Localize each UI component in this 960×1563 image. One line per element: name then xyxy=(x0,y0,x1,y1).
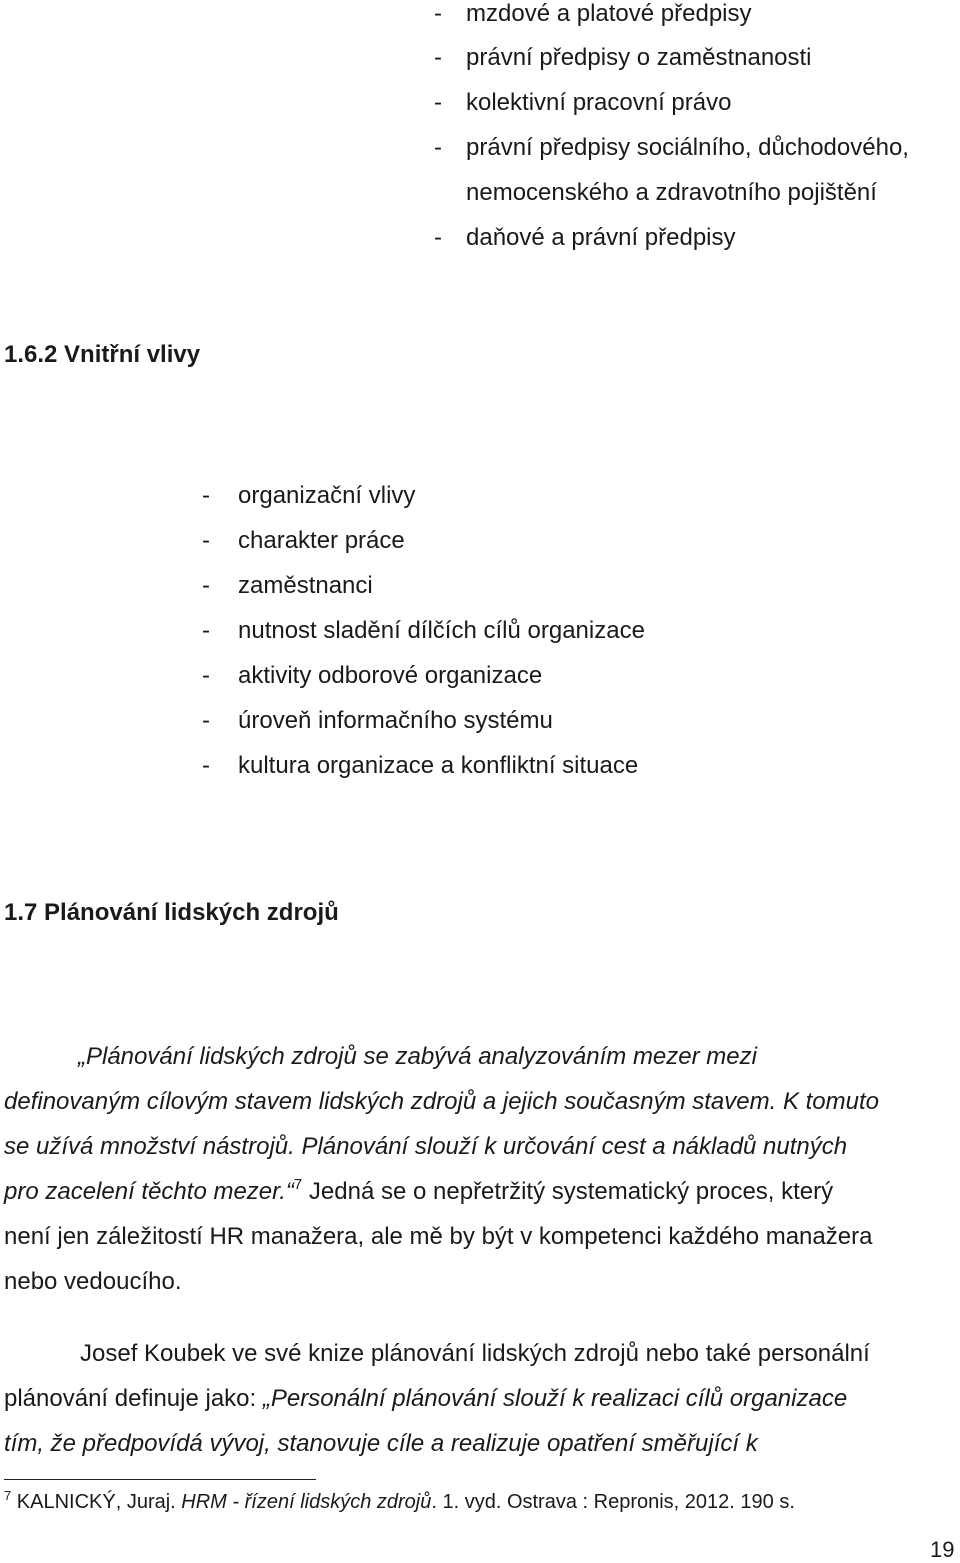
list-dash: - xyxy=(202,662,210,689)
footnote-reference: 7 xyxy=(293,1176,303,1193)
list-item: mzdové a platové předpisy xyxy=(466,0,752,27)
footnote-title: HRM - řízení lidských zdrojů xyxy=(181,1491,432,1513)
list-item: aktivity odborové organizace xyxy=(238,662,543,689)
list-dash: - xyxy=(202,572,210,599)
list-dash: - xyxy=(202,527,210,554)
paragraph-text: Jedná se o nepřetržitý systematický proces, který xyxy=(302,1178,834,1205)
list-dash: - xyxy=(434,0,442,27)
paragraph-line: není jen záležitostí HR manažera, ale mě by být v kompetenci každého manažera xyxy=(4,1223,873,1250)
paragraph-line: Josef Koubek ve své knize plánování lidských zdrojů nebo také personální xyxy=(80,1340,870,1367)
list-item: kolektivní pracovní právo xyxy=(466,89,732,116)
paragraph-line xyxy=(4,1385,958,1413)
section-heading-hr-planning: 1.7 Plánování lidských zdrojů xyxy=(4,899,339,926)
list-item: právní předpisy sociálního, důchodového, xyxy=(466,134,909,161)
list-dash: - xyxy=(434,89,442,116)
paragraph-line: nebo vedoucího. xyxy=(4,1268,182,1295)
list-dash: - xyxy=(434,44,442,71)
list-dash: - xyxy=(434,134,442,161)
list-item: charakter práce xyxy=(238,527,405,554)
list-dash: - xyxy=(202,707,210,734)
paragraph-line: tím, že předpovídá vývoj, stanovuje cíle a realizuje opatření směřující k xyxy=(4,1430,758,1457)
list-dash: - xyxy=(202,617,210,644)
footnote-author: KALNICKÝ, Juraj. xyxy=(11,1491,182,1513)
paragraph-text: plánování definuje jako: xyxy=(4,1385,263,1412)
section-heading-internal-influences: 1.6.2 Vnitřní vlivy xyxy=(4,341,201,368)
list-item: právní předpisy o zaměstnanosti xyxy=(466,44,812,71)
list-item: nutnost sladění dílčích cílů organizace xyxy=(238,617,645,644)
quote-end-text: pro zacelení těchto mezer.“ xyxy=(4,1178,294,1205)
footnote xyxy=(4,1488,795,1514)
list-dash: - xyxy=(434,224,442,251)
list-item-continuation: nemocenského a zdravotního pojištění xyxy=(466,179,877,206)
list-item: organizační vlivy xyxy=(238,482,416,509)
list-dash: - xyxy=(202,482,210,509)
list-item: úroveň informačního systému xyxy=(238,707,553,734)
list-item: kultura organizace a konfliktní situace xyxy=(238,752,639,779)
quote-text: „Personální plánování slouží k realizaci cílů organizace xyxy=(262,1385,848,1412)
footnote-details: . 1. vyd. Ostrava : Repronis, 2012. 190 s. xyxy=(431,1491,795,1513)
paragraph-line: definovaným cílovým stavem lidských zdrojů a jejich současným stavem. K tomuto xyxy=(4,1088,880,1115)
paragraph-line: „Plánování lidských zdrojů se zabývá analyzováním mezer mezi xyxy=(78,1043,757,1070)
paragraph-line: se užívá množství nástrojů. Plánování slouží k určování cest a nákladů nutných xyxy=(4,1133,848,1160)
footnote-mark: 7 xyxy=(4,1488,12,1503)
page-number: 19 xyxy=(930,1537,955,1562)
footnote-separator xyxy=(4,1479,316,1480)
paragraph-line xyxy=(4,1178,958,1206)
list-dash: - xyxy=(202,752,210,779)
list-item: daňové a právní předpisy xyxy=(466,224,736,251)
list-item: zaměstnanci xyxy=(238,572,373,599)
